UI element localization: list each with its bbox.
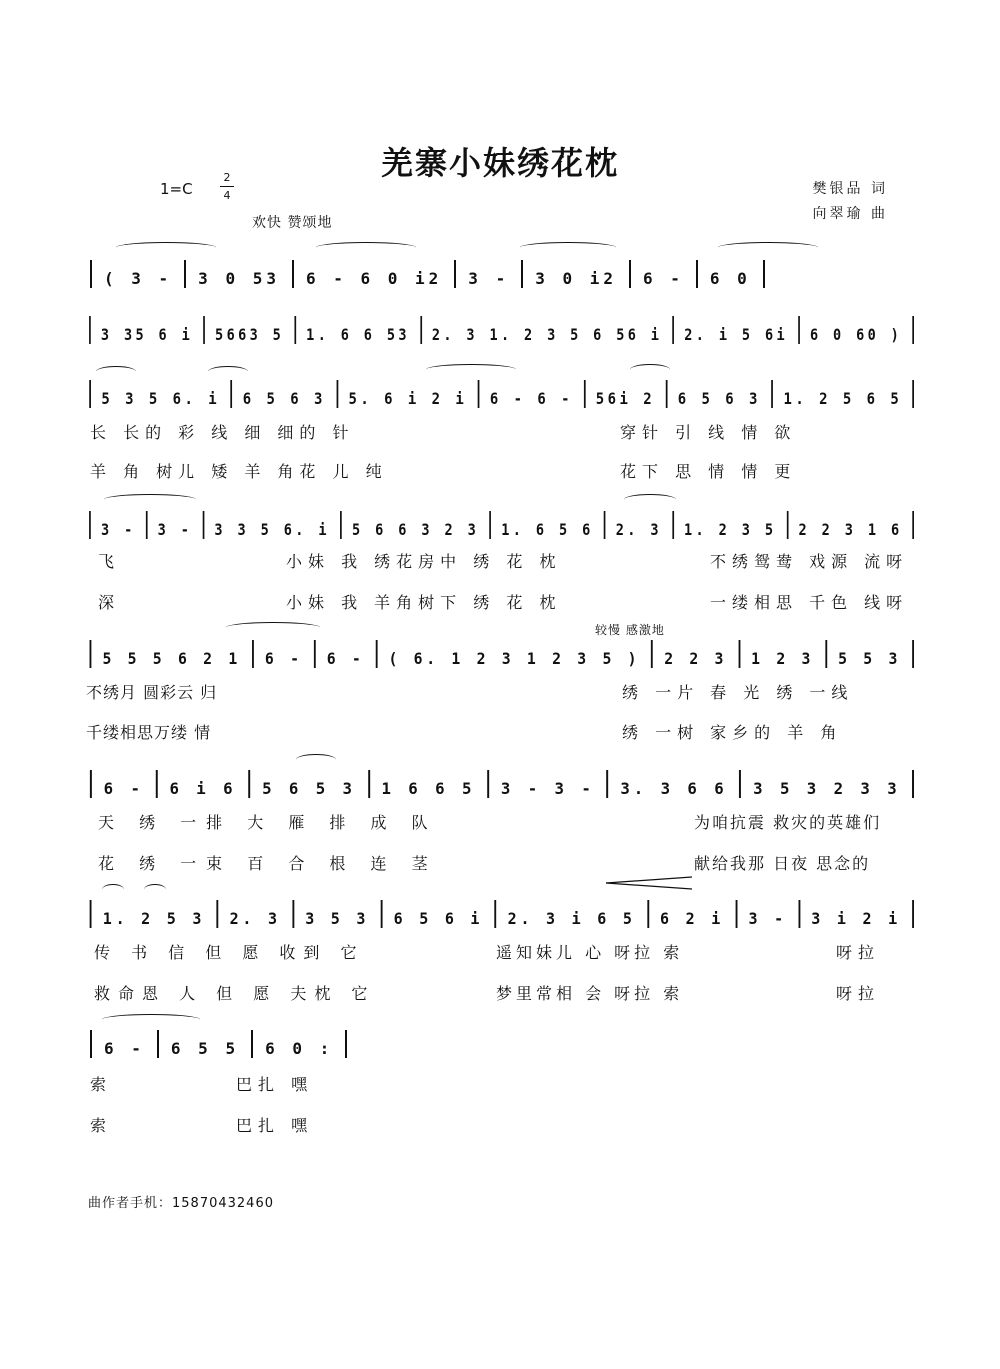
bar-line: [251, 1030, 253, 1058]
bar-line: [912, 770, 914, 798]
bar-line: [216, 900, 218, 928]
measure: 2. 3: [615, 520, 662, 539]
bar-line: [90, 640, 92, 668]
lyric-text: 为咱抗震 救灾的英雄们: [694, 813, 882, 832]
measure: 1. 2 5 3: [102, 909, 206, 928]
bar-line: [156, 770, 158, 798]
bar-line: [292, 260, 294, 288]
lyric-text: 绣 一片 春 光 绣 一线: [622, 683, 854, 702]
bar-line: [787, 511, 789, 539]
composer-contact: 曲作者手机：15870432460: [88, 1196, 274, 1211]
measure: 3 - 3 -: [500, 779, 595, 798]
measure: ( 3 -: [104, 269, 173, 288]
lyric-text: 天 绣 一排 大 雁 排 成 队: [98, 813, 438, 832]
staff-row: [84, 503, 914, 543]
bar-line: [376, 640, 378, 668]
lyric-text: 小妹 我 羊角树下 绣 花 枕: [286, 593, 562, 612]
bar-line: [146, 511, 148, 539]
bar-line: [739, 770, 741, 798]
measure: 1. 6 6 53: [306, 325, 410, 344]
slur-mark: [226, 622, 320, 633]
measure: 5 5 5 6 2 1: [102, 649, 241, 668]
lyric-text: 不绣鸳鸯 戏源 流呀: [710, 552, 909, 571]
lyric-text: 呀拉: [836, 984, 881, 1003]
bar-line: [763, 260, 765, 288]
staff-row: [84, 308, 914, 348]
bar-line: [607, 770, 609, 798]
lyric-text: 献给我那 日夜 思念的: [694, 854, 871, 873]
notes: [84, 316, 903, 344]
slur-mark: [96, 366, 136, 377]
measure: 1. 6 5 6: [501, 520, 594, 539]
bar-line: [666, 380, 668, 408]
bar-line: [584, 380, 586, 408]
notes: [84, 511, 903, 539]
measure: 5663 5: [215, 325, 285, 344]
slur-mark: [520, 242, 616, 253]
measure: 2. i 5 6i: [684, 325, 788, 344]
measure: ( 6. 1 2 3 1 2 3 5 ): [388, 649, 641, 668]
tempo-marking: 欢快 赞颂地: [252, 215, 333, 231]
slur-mark: [104, 494, 196, 505]
bar-line: [912, 900, 914, 928]
measure: 1. 2 5 6 5: [783, 389, 903, 408]
bar-line: [494, 900, 496, 928]
bar-line: [345, 1030, 347, 1058]
bar-line: [913, 380, 915, 408]
bar-line: [89, 380, 91, 408]
staff-row: [84, 892, 914, 932]
bar-line: [292, 900, 294, 928]
slur-mark: [426, 364, 516, 375]
bar-line: [90, 900, 92, 928]
measure: 6 5 6 i: [393, 909, 484, 928]
measure: 56i 2: [595, 389, 656, 408]
time-signature-top: 2: [223, 171, 231, 184]
measure: 3 -: [468, 269, 510, 288]
measure: 2 2 3 1 6: [798, 520, 903, 539]
bar-line: [825, 640, 827, 668]
measure: 5 6 6 3 2 3: [352, 520, 480, 539]
measure: 6 -: [103, 779, 144, 798]
key-signature: 1=C: [160, 180, 193, 198]
staff-row: [84, 252, 914, 292]
measure: 1. 2 3 5: [683, 520, 777, 539]
slur-mark: [296, 754, 336, 765]
slur-mark: [624, 494, 676, 505]
measure: 6 2 i: [660, 909, 725, 928]
bar-line: [913, 511, 915, 539]
slur-mark: [144, 884, 166, 895]
lyric-text: 传 书 信 但 愿 收到 它: [94, 943, 365, 962]
bar-line: [487, 770, 489, 798]
time-signature-divider: [220, 186, 234, 187]
slur-mark: [102, 884, 124, 895]
crescendo-mark: [606, 876, 692, 890]
measure: 1 6 6 5: [381, 779, 476, 798]
measure: 3 5 3 2 3 3: [753, 779, 901, 798]
lyric-text: 不绣月 圆彩云 归: [86, 683, 218, 702]
bar-line: [90, 770, 92, 798]
measure: 6 0 60 ): [809, 325, 903, 344]
bar-line: [912, 640, 914, 668]
bar-line: [454, 260, 456, 288]
bar-line: [604, 511, 606, 539]
measure: 3 3 5 6. i: [214, 520, 330, 539]
bar-line: [798, 316, 800, 344]
bar-line: [90, 260, 92, 288]
lyric-text: 飞: [98, 552, 121, 571]
staff-row: [84, 632, 914, 672]
bar-line: [672, 511, 674, 539]
bar-line: [314, 640, 316, 668]
measure: 6 0 :: [265, 1039, 334, 1058]
bar-line: [629, 260, 631, 288]
measure: 3 i 2 i: [811, 909, 901, 928]
measure: 6 - 6 0 i2: [305, 269, 443, 288]
measure: 1 2 3: [751, 649, 815, 668]
measure: 3 35 6 i: [100, 325, 194, 344]
measure: 2. 3 1. 2 3 5 6 56 i: [431, 325, 663, 344]
measure: 3 0 i2: [535, 269, 617, 288]
measure: 6 -: [104, 1039, 145, 1058]
bar-line: [647, 900, 649, 928]
measure: 6 0: [709, 269, 751, 288]
slur-mark: [116, 242, 216, 253]
lyric-text: 救命恩 人 但 愿 夫枕 它: [94, 984, 376, 1003]
lyric-text: 长 长的 彩 线 细 细的 针: [90, 423, 355, 442]
time-signature: [220, 170, 234, 203]
measure: 6 i 6: [169, 779, 237, 798]
bar-line: [294, 316, 296, 344]
lyric-text: 一缕相思 千色 线呀: [710, 593, 909, 612]
song-title: 羌寨小妹绣花枕: [380, 144, 619, 182]
bar-line: [521, 260, 523, 288]
slur-mark: [316, 242, 416, 253]
bar-line: [489, 511, 491, 539]
measure: 5 5 3: [838, 649, 902, 668]
lyric-text: 巴扎 嘿: [236, 1116, 314, 1135]
staff-row: [84, 372, 914, 412]
lyric-text: 羊 角 树儿 矮 羊 角花 儿 纯: [90, 462, 388, 481]
bar-line: [912, 316, 914, 344]
slur-mark: [630, 364, 670, 375]
measure: 3 -: [157, 520, 193, 539]
lyric-text: 深: [98, 593, 121, 612]
measure: 6 5 6 3: [677, 389, 761, 408]
measure: 5 3 5 6. i: [101, 389, 221, 408]
bar-line: [203, 316, 205, 344]
measure: 6 -: [264, 649, 303, 668]
lyric-text: 梦里常相 会 呀拉 索: [496, 984, 684, 1003]
bar-line: [90, 1030, 92, 1058]
measure: 3. 3 6 6: [620, 779, 728, 798]
measure: 2 2 3: [664, 649, 728, 668]
bar-line: [738, 640, 740, 668]
notes: [84, 900, 901, 928]
lyric-text: 穿针 引 线 情 欲: [620, 423, 797, 442]
measure: 2. 3 i 6 5: [507, 909, 636, 928]
lyric-text: 花下 思 情 情 更: [620, 462, 797, 481]
measure: 5 6 5 3: [262, 779, 356, 798]
staff-row: [84, 762, 914, 802]
bar-line: [89, 511, 91, 539]
bar-line: [735, 900, 737, 928]
measure: 6 -: [326, 649, 365, 668]
bar-line: [420, 316, 422, 344]
measure: 3 -: [748, 909, 787, 928]
bar-line: [340, 511, 342, 539]
bar-line: [478, 380, 480, 408]
measure: 6 5 6 3: [242, 389, 326, 408]
bar-line: [231, 380, 233, 408]
bar-line: [368, 770, 370, 798]
bar-line: [672, 316, 674, 344]
lyricist-credit: 樊银品 词: [812, 181, 888, 197]
lyric-text: 索: [90, 1075, 113, 1094]
expression-marking: 较慢 感激地: [595, 623, 665, 637]
measure: 5. 6 i 2 i: [348, 389, 468, 408]
composer-credit: 向翠瑜 曲: [812, 206, 888, 222]
bar-line: [771, 380, 773, 408]
lyric-text: 花 绣 一束 百 合 根 连 茎: [98, 854, 438, 873]
lyric-text: 绣 一树 家乡的 羊 角: [622, 723, 843, 742]
lyric-text: 巴扎 嘿: [236, 1075, 314, 1094]
bar-line: [798, 900, 800, 928]
lyric-text: 呀拉: [836, 943, 881, 962]
bar-line: [248, 770, 250, 798]
slur-mark: [718, 242, 818, 253]
bar-line: [380, 900, 382, 928]
notes: [84, 770, 900, 798]
measure: 6 - 6 -: [489, 389, 574, 408]
slur-mark: [208, 366, 248, 377]
bar-line: [203, 511, 205, 539]
bar-line: [157, 1030, 159, 1058]
staff-row: [84, 1022, 914, 1062]
notes: [84, 380, 903, 408]
measure: 3 -: [100, 520, 136, 539]
bar-line: [696, 260, 698, 288]
lyric-text: 遥知妹儿 心 呀拉 索: [496, 943, 684, 962]
bar-line: [651, 640, 653, 668]
measure: 2. 3: [229, 909, 281, 928]
lyric-text: 千缕相思万缕 情: [86, 723, 212, 742]
notes: [84, 640, 902, 668]
slur-mark: [102, 1014, 200, 1025]
lyric-text: 索: [90, 1116, 113, 1135]
notes: [84, 260, 914, 288]
bar-line: [89, 316, 91, 344]
measure: 3 0 53: [198, 269, 280, 288]
measure: 6 5 5: [170, 1039, 240, 1058]
measure: 6 -: [643, 269, 684, 288]
measure: 3 5 3: [305, 909, 370, 928]
lyric-text: 小妹 我 绣花房中 绣 花 枕: [286, 552, 562, 571]
notes: [84, 1030, 914, 1058]
bar-line: [184, 260, 186, 288]
bar-line: [336, 380, 338, 408]
time-signature-bottom: 4: [223, 189, 231, 202]
bar-line: [252, 640, 254, 668]
